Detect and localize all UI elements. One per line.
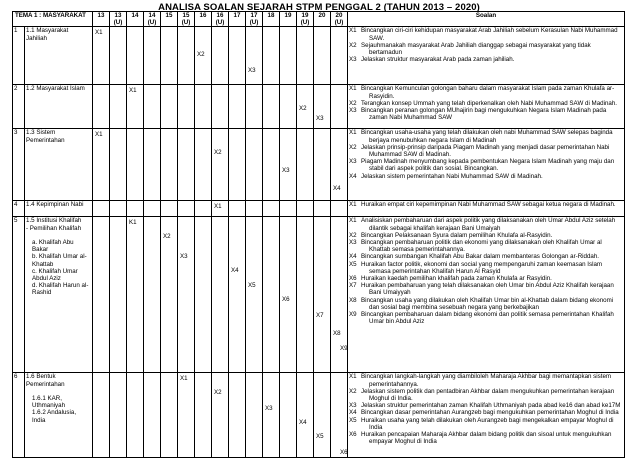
question-item xyxy=(349,232,623,239)
year-cell xyxy=(263,27,280,85)
year-mark: X3 xyxy=(248,67,256,75)
question-text: Bincangkan usaha yang dilakukan oleh Khalifah Umar bin al-Khattab dalam bidang ekonomi dan sosial bagi membina sesebuah negara yang berkebajikan xyxy=(361,296,614,311)
question-item xyxy=(349,27,623,41)
question-code: X4 xyxy=(349,409,357,417)
year-cell xyxy=(212,373,229,458)
question-text: Jelaskan struktur pemerintahan zaman Khalifah Uthmaniyah pada abad ke16 dan abad ke17M xyxy=(361,402,621,410)
year-cell xyxy=(314,85,331,129)
soalan-header: Soalan xyxy=(348,12,625,27)
year-cell xyxy=(246,27,263,85)
question-text: Jelaskan sistem pemerintahan Nabi Muhammad SAW di Madinah. xyxy=(361,172,543,180)
question-item xyxy=(349,239,623,253)
year-cell xyxy=(246,217,263,373)
year-cell xyxy=(229,27,246,85)
year-cell xyxy=(93,201,110,217)
year-header: 20 xyxy=(314,12,331,27)
topic-line: b. Khalifah Umar al- xyxy=(32,253,87,261)
year-header: 14 (U) xyxy=(144,12,161,27)
year-mark: K1 xyxy=(129,219,137,227)
topic-cell xyxy=(25,201,93,217)
year-mark: X6 xyxy=(340,449,348,457)
question-text: Jelaskan prinsip-prinsip daripada Piagam Madinah yang menjadi dasar pemerintahan Nabi Muhammad SAW di Madinah. xyxy=(361,143,610,159)
year-mark: X2 xyxy=(214,389,222,397)
year-mark: X2 xyxy=(163,233,171,241)
questions-cell xyxy=(348,85,625,129)
question-text: Bincangkan langkah-langkah yang diambiloleh Maharaja Akhbar bagi memantapkan sistem pemerintahannya. xyxy=(361,373,612,388)
year-cell xyxy=(297,373,314,458)
topic-line: - Pemilihan Khalifah xyxy=(26,224,82,232)
question-item xyxy=(349,282,623,296)
year-cell xyxy=(331,201,348,217)
question-text: Huraikan factor politik, ekonomi dan social yang mempengaruhi zaman keemasan Islam semasa pemerintahan Khalifah Harun Al Rasyid xyxy=(361,260,603,275)
year-header: 15 (U) xyxy=(178,12,195,27)
year-cell xyxy=(110,201,127,217)
topic-cell xyxy=(25,217,93,373)
year-header: 16 xyxy=(195,12,212,27)
question-text: Terangkan konsep Ummah yang telah diperkenalkan oleh Nabi Muhammad SAW di Madinah. xyxy=(361,99,618,107)
year-cell xyxy=(127,373,144,458)
question-code: X6 xyxy=(349,431,357,439)
year-mark: X4 xyxy=(299,419,307,427)
header-row xyxy=(13,12,625,27)
topic-line: Jahiliah xyxy=(26,34,47,42)
year-cell xyxy=(263,217,280,373)
year-cell xyxy=(212,129,229,201)
topic-line: India xyxy=(32,416,46,424)
year-cell xyxy=(331,85,348,129)
document-title: ANALISA SOALAN SEJARAH STPM PENGGAL 2 (TAHUN 2013 – 2020) xyxy=(158,2,480,13)
year-cell xyxy=(229,217,246,373)
year-cell xyxy=(212,85,229,129)
question-item xyxy=(349,42,623,56)
year-mark: X6 xyxy=(282,296,290,304)
table-row xyxy=(13,217,625,373)
year-mark: X5 xyxy=(248,282,256,290)
topic-line: 1.4 Kepimpinan Nabi xyxy=(26,201,84,209)
year-header: 15 xyxy=(161,12,178,27)
topic-cell xyxy=(25,27,93,85)
row-number: 3 xyxy=(13,129,25,201)
row-number: 2 xyxy=(13,85,25,129)
question-code: X1 xyxy=(349,373,357,381)
year-cell xyxy=(297,85,314,129)
question-text: Bincangkan Pelaksanaan Syura dalam pemilihan Khulafa al-Rasyidin. xyxy=(361,231,553,239)
year-header: 14 xyxy=(127,12,144,27)
year-header: 17 (U) xyxy=(246,12,263,27)
year-cell xyxy=(280,201,297,217)
year-cell xyxy=(314,217,331,373)
year-cell xyxy=(246,129,263,201)
questions-cell xyxy=(348,129,625,201)
question-text: Bincangkan sumbangan Khalifah Abu Bakar dalam membanteras Golongan ar-Riddah. xyxy=(361,253,600,261)
topic-line: d. Khalifah Harun al- xyxy=(32,282,89,290)
question-code: X5 xyxy=(349,416,357,424)
question-text: Analisiskan pembaharuan dari aspek politik yang dilaksanakan oleh Umar Abdul Aziz setelah dilantik sebagai khalifah kerajaan Bani Umaiyah xyxy=(361,217,616,232)
topic-line: 1.6 Bentuk xyxy=(26,373,56,381)
year-cell xyxy=(144,129,161,201)
year-mark: X1 xyxy=(95,131,103,139)
year-cell xyxy=(314,201,331,217)
year-mark: X2 xyxy=(299,105,307,113)
topic-line: Rashid xyxy=(32,289,52,297)
year-cell xyxy=(314,27,331,85)
question-code: X9 xyxy=(349,311,357,319)
year-cell xyxy=(229,85,246,129)
year-cell xyxy=(280,217,297,373)
question-text: Bincangkan usaha-usaha yang telah dilakukan oleh nabi Muhammad SAW selepas baginda berjaya menubuhkan negara Islam di Madinah xyxy=(361,129,613,144)
year-header: 13 (U) xyxy=(110,12,127,27)
question-code: X6 xyxy=(349,275,357,283)
question-text: Bincangkan Kemunculan golongan baharu dalam masyarakat Islam pada zaman Khulafa ar-Rasyidin. xyxy=(361,85,615,100)
question-code: X3 xyxy=(349,158,357,166)
topic-line: 1.2 Masyarakat Islam xyxy=(26,85,85,93)
year-cell xyxy=(212,217,229,373)
year-cell xyxy=(178,217,195,373)
year-cell xyxy=(93,373,110,458)
year-cell xyxy=(280,373,297,458)
question-text: Huraikan pembaharuan yang telah dilaksanakan oleh Umar bin Abdul Aziz Khalifah kerajaan Bani Umaiyyah xyxy=(361,282,614,297)
year-cell xyxy=(144,201,161,217)
question-item xyxy=(349,417,623,431)
topic-cell xyxy=(25,373,93,458)
year-mark: X1 xyxy=(95,29,103,37)
question-item xyxy=(349,388,623,402)
question-item xyxy=(349,373,623,387)
year-cell xyxy=(280,27,297,85)
year-cell xyxy=(93,129,110,201)
year-cell xyxy=(331,217,348,373)
topic-line: 1.5 Institusi Khalifah xyxy=(26,217,82,225)
year-cell xyxy=(195,27,212,85)
question-item xyxy=(349,158,623,172)
year-mark: X1 xyxy=(180,375,188,383)
question-code: X2 xyxy=(349,143,357,151)
questions-cell xyxy=(348,27,625,85)
year-cell xyxy=(229,373,246,458)
year-cell xyxy=(110,85,127,129)
question-code: X2 xyxy=(349,387,357,395)
table-row xyxy=(13,201,625,217)
year-cell xyxy=(280,85,297,129)
question-item xyxy=(349,431,623,445)
year-mark: X4 xyxy=(231,267,239,275)
year-cell xyxy=(297,217,314,373)
question-text: Sejauhmanakah masyarakat Arab Jahiliah dianggap sebagai masyarakat yang tidak bertamadun xyxy=(361,41,591,57)
year-cell xyxy=(314,373,331,458)
year-mark: X1 xyxy=(129,87,137,95)
question-item xyxy=(349,201,623,208)
year-cell xyxy=(195,129,212,201)
topic-line xyxy=(26,388,91,395)
question-code: X3 xyxy=(349,239,357,247)
year-cell xyxy=(229,201,246,217)
topic-line: Abdul Aziz xyxy=(32,275,61,283)
year-mark: X5 xyxy=(316,433,324,441)
year-cell xyxy=(297,27,314,85)
analysis-table xyxy=(12,11,625,458)
year-cell xyxy=(195,85,212,129)
question-code: X3 xyxy=(349,402,357,410)
question-item xyxy=(349,100,623,107)
year-cell xyxy=(178,129,195,201)
question-item xyxy=(349,173,623,180)
question-code: X1 xyxy=(349,85,357,93)
table-row xyxy=(13,373,625,458)
year-cell xyxy=(178,201,195,217)
question-item xyxy=(349,107,623,121)
question-code: X1 xyxy=(349,27,357,35)
year-cell xyxy=(178,27,195,85)
year-cell xyxy=(297,201,314,217)
year-cell xyxy=(161,217,178,373)
question-item xyxy=(349,144,623,158)
question-text: Huraikan usaha yang telah dilakukan oleh Aurangzeb bagi mengekalkan empayar Moghul di India xyxy=(361,416,614,431)
year-cell xyxy=(331,373,348,458)
question-code: X1 xyxy=(349,129,357,137)
year-cell xyxy=(127,85,144,129)
year-cell xyxy=(263,373,280,458)
question-item xyxy=(349,253,623,260)
question-code: X4 xyxy=(349,253,357,261)
question-item xyxy=(349,297,623,311)
year-mark: X9 xyxy=(340,345,348,353)
year-cell xyxy=(110,129,127,201)
year-cell xyxy=(212,27,229,85)
year-header: 20 (U) xyxy=(331,12,348,27)
year-cell xyxy=(246,373,263,458)
year-cell xyxy=(93,85,110,129)
table-row xyxy=(13,85,625,129)
question-item xyxy=(349,409,623,416)
topic-line: Uthmaniyah xyxy=(32,402,66,410)
question-code: X1 xyxy=(349,201,357,209)
year-cell xyxy=(161,85,178,129)
topic-line: Pemerintahan xyxy=(26,136,65,144)
topic-line: a. Khalifah Abu Bakar xyxy=(32,239,74,254)
question-code: X7 xyxy=(349,282,357,290)
questions-cell xyxy=(348,217,625,373)
year-cell xyxy=(127,201,144,217)
year-cell xyxy=(331,27,348,85)
year-cell xyxy=(297,129,314,201)
topic-line: c. Khalifah Umar xyxy=(32,267,78,275)
year-cell xyxy=(110,27,127,85)
topic-line: 1.6.2 Andalusia, xyxy=(32,409,77,417)
topic-cell xyxy=(25,129,93,201)
year-cell xyxy=(110,217,127,373)
row-number: 6 xyxy=(13,373,25,458)
year-header: 19 (U) xyxy=(297,12,314,27)
question-item xyxy=(349,311,623,325)
year-cell xyxy=(144,373,161,458)
year-header: 17 xyxy=(229,12,246,27)
topic-line: 1.3 Sistem xyxy=(26,129,56,137)
topic-line xyxy=(26,232,91,239)
year-cell xyxy=(144,27,161,85)
year-mark: X1 xyxy=(214,203,222,211)
question-text: Bincangkan dasar pemerintahan Aurangzeb bagi mengukuhkan pemerintahan Moghul di India xyxy=(361,409,619,417)
question-text: Huraikan pencapaian Maharaja Akhbar dalam bidang politik dan sisoal untuk mengukuhkan empayar Moghul di India xyxy=(361,431,612,446)
year-mark: X3 xyxy=(316,115,324,123)
year-cell xyxy=(93,217,110,373)
year-header: 13 xyxy=(93,12,110,27)
topic-cell xyxy=(25,85,93,129)
question-item xyxy=(349,261,623,275)
year-cell xyxy=(161,373,178,458)
year-mark: X2 xyxy=(214,149,222,157)
question-text: Huraikan empat ciri kepemimpinan Nabi Muhammad SAW sebagai ketua negara di Madinah. xyxy=(361,201,616,209)
question-item xyxy=(349,217,623,231)
question-text: Bincangkan peranan golongan MUhajirin bagi mengukuhkan Negara Islam Madinah pada zaman Nabi Muhammad SAW xyxy=(361,107,607,122)
question-code: X5 xyxy=(349,260,357,268)
year-cell xyxy=(144,217,161,373)
year-cell xyxy=(331,129,348,201)
topic-line: 1.1 Masyarakat xyxy=(26,27,69,35)
question-code: X3 xyxy=(349,107,357,115)
tema-header: TEMA 1 : MASYARAKAT xyxy=(13,12,93,27)
year-mark: X7 xyxy=(316,312,324,320)
year-cell xyxy=(178,85,195,129)
year-header: 16 (U) xyxy=(212,12,229,27)
question-text: Piagam Madinah menyumbang kepada pembentukan Negara Islam Madinah yang maju dan stabil dari aspek politik dan sosial. Bincangkan. xyxy=(361,158,615,173)
year-mark: X2 xyxy=(197,51,205,59)
questions-cell xyxy=(348,201,625,217)
year-cell xyxy=(161,129,178,201)
question-code: X8 xyxy=(349,296,357,304)
question-item xyxy=(349,275,623,282)
year-mark: X8 xyxy=(333,330,341,338)
question-code: X2 xyxy=(349,231,357,239)
year-cell xyxy=(127,129,144,201)
topic-line: Pemerintahan xyxy=(26,380,65,388)
year-cell xyxy=(161,201,178,217)
year-mark: X3 xyxy=(282,167,290,175)
year-cell xyxy=(246,201,263,217)
table-row xyxy=(13,129,625,201)
question-text: Bincangkan pembaharuan politik dan ekonomi yang dilaksanakan oleh Khalifah Umar al Khattab semasa pemerintahannya. xyxy=(361,239,602,254)
question-text: Jelaskan struktur masyarakat Arab pada zaman jahiliah. xyxy=(361,56,515,64)
question-text: Bincangkan pembaharuan dalam bidang ekonomi dan politik semasa pemerintahan Khalifah Umar bin Abdul Aziz xyxy=(361,311,614,326)
year-mark: X4 xyxy=(333,185,341,193)
row-number: 5 xyxy=(13,217,25,373)
question-code: X3 xyxy=(349,56,357,64)
year-header: 19 xyxy=(280,12,297,27)
year-cell xyxy=(263,129,280,201)
year-cell xyxy=(178,373,195,458)
year-cell xyxy=(280,129,297,201)
question-item xyxy=(349,402,623,409)
year-cell xyxy=(263,85,280,129)
question-item xyxy=(349,129,623,143)
year-cell xyxy=(144,85,161,129)
row-number: 1 xyxy=(13,27,25,85)
question-text: Bincangkan ciri-ciri kehidupan masyarakat Arab Jahiliah sebelum Kerasulan Nabi Muhammad SAW. xyxy=(361,27,618,42)
question-item xyxy=(349,56,623,63)
row-number: 4 xyxy=(13,201,25,217)
year-cell xyxy=(212,201,229,217)
year-cell xyxy=(93,27,110,85)
year-cell xyxy=(195,373,212,458)
question-text: Huraikan kaedah pemilihan khalifah pada zaman Khulafa ar Rasyidin. xyxy=(361,275,552,283)
year-cell xyxy=(229,129,246,201)
year-header: 18 xyxy=(263,12,280,27)
year-mark: X3 xyxy=(180,253,188,261)
topic-line: Khattab xyxy=(32,260,54,268)
question-item xyxy=(349,85,623,99)
topic-line: 1.6.1 KAR, xyxy=(32,395,62,403)
year-cell xyxy=(161,27,178,85)
year-cell xyxy=(127,27,144,85)
question-code: X4 xyxy=(349,172,357,180)
year-cell xyxy=(127,217,144,373)
questions-cell xyxy=(348,373,625,458)
year-cell xyxy=(110,373,127,458)
question-code: X2 xyxy=(349,41,357,49)
question-text: Jelaskan sistem politik dan pentadbiran Akhbar dalam mengukuhkan pemerintahan kerajaan Moghul di India. xyxy=(361,387,615,403)
year-mark: X3 xyxy=(265,405,273,413)
year-cell xyxy=(195,201,212,217)
year-cell xyxy=(246,85,263,129)
year-cell xyxy=(263,201,280,217)
table-row xyxy=(13,27,625,85)
question-code: X1 xyxy=(349,217,357,225)
year-cell xyxy=(195,217,212,373)
question-code: X2 xyxy=(349,99,357,107)
year-cell xyxy=(314,129,331,201)
